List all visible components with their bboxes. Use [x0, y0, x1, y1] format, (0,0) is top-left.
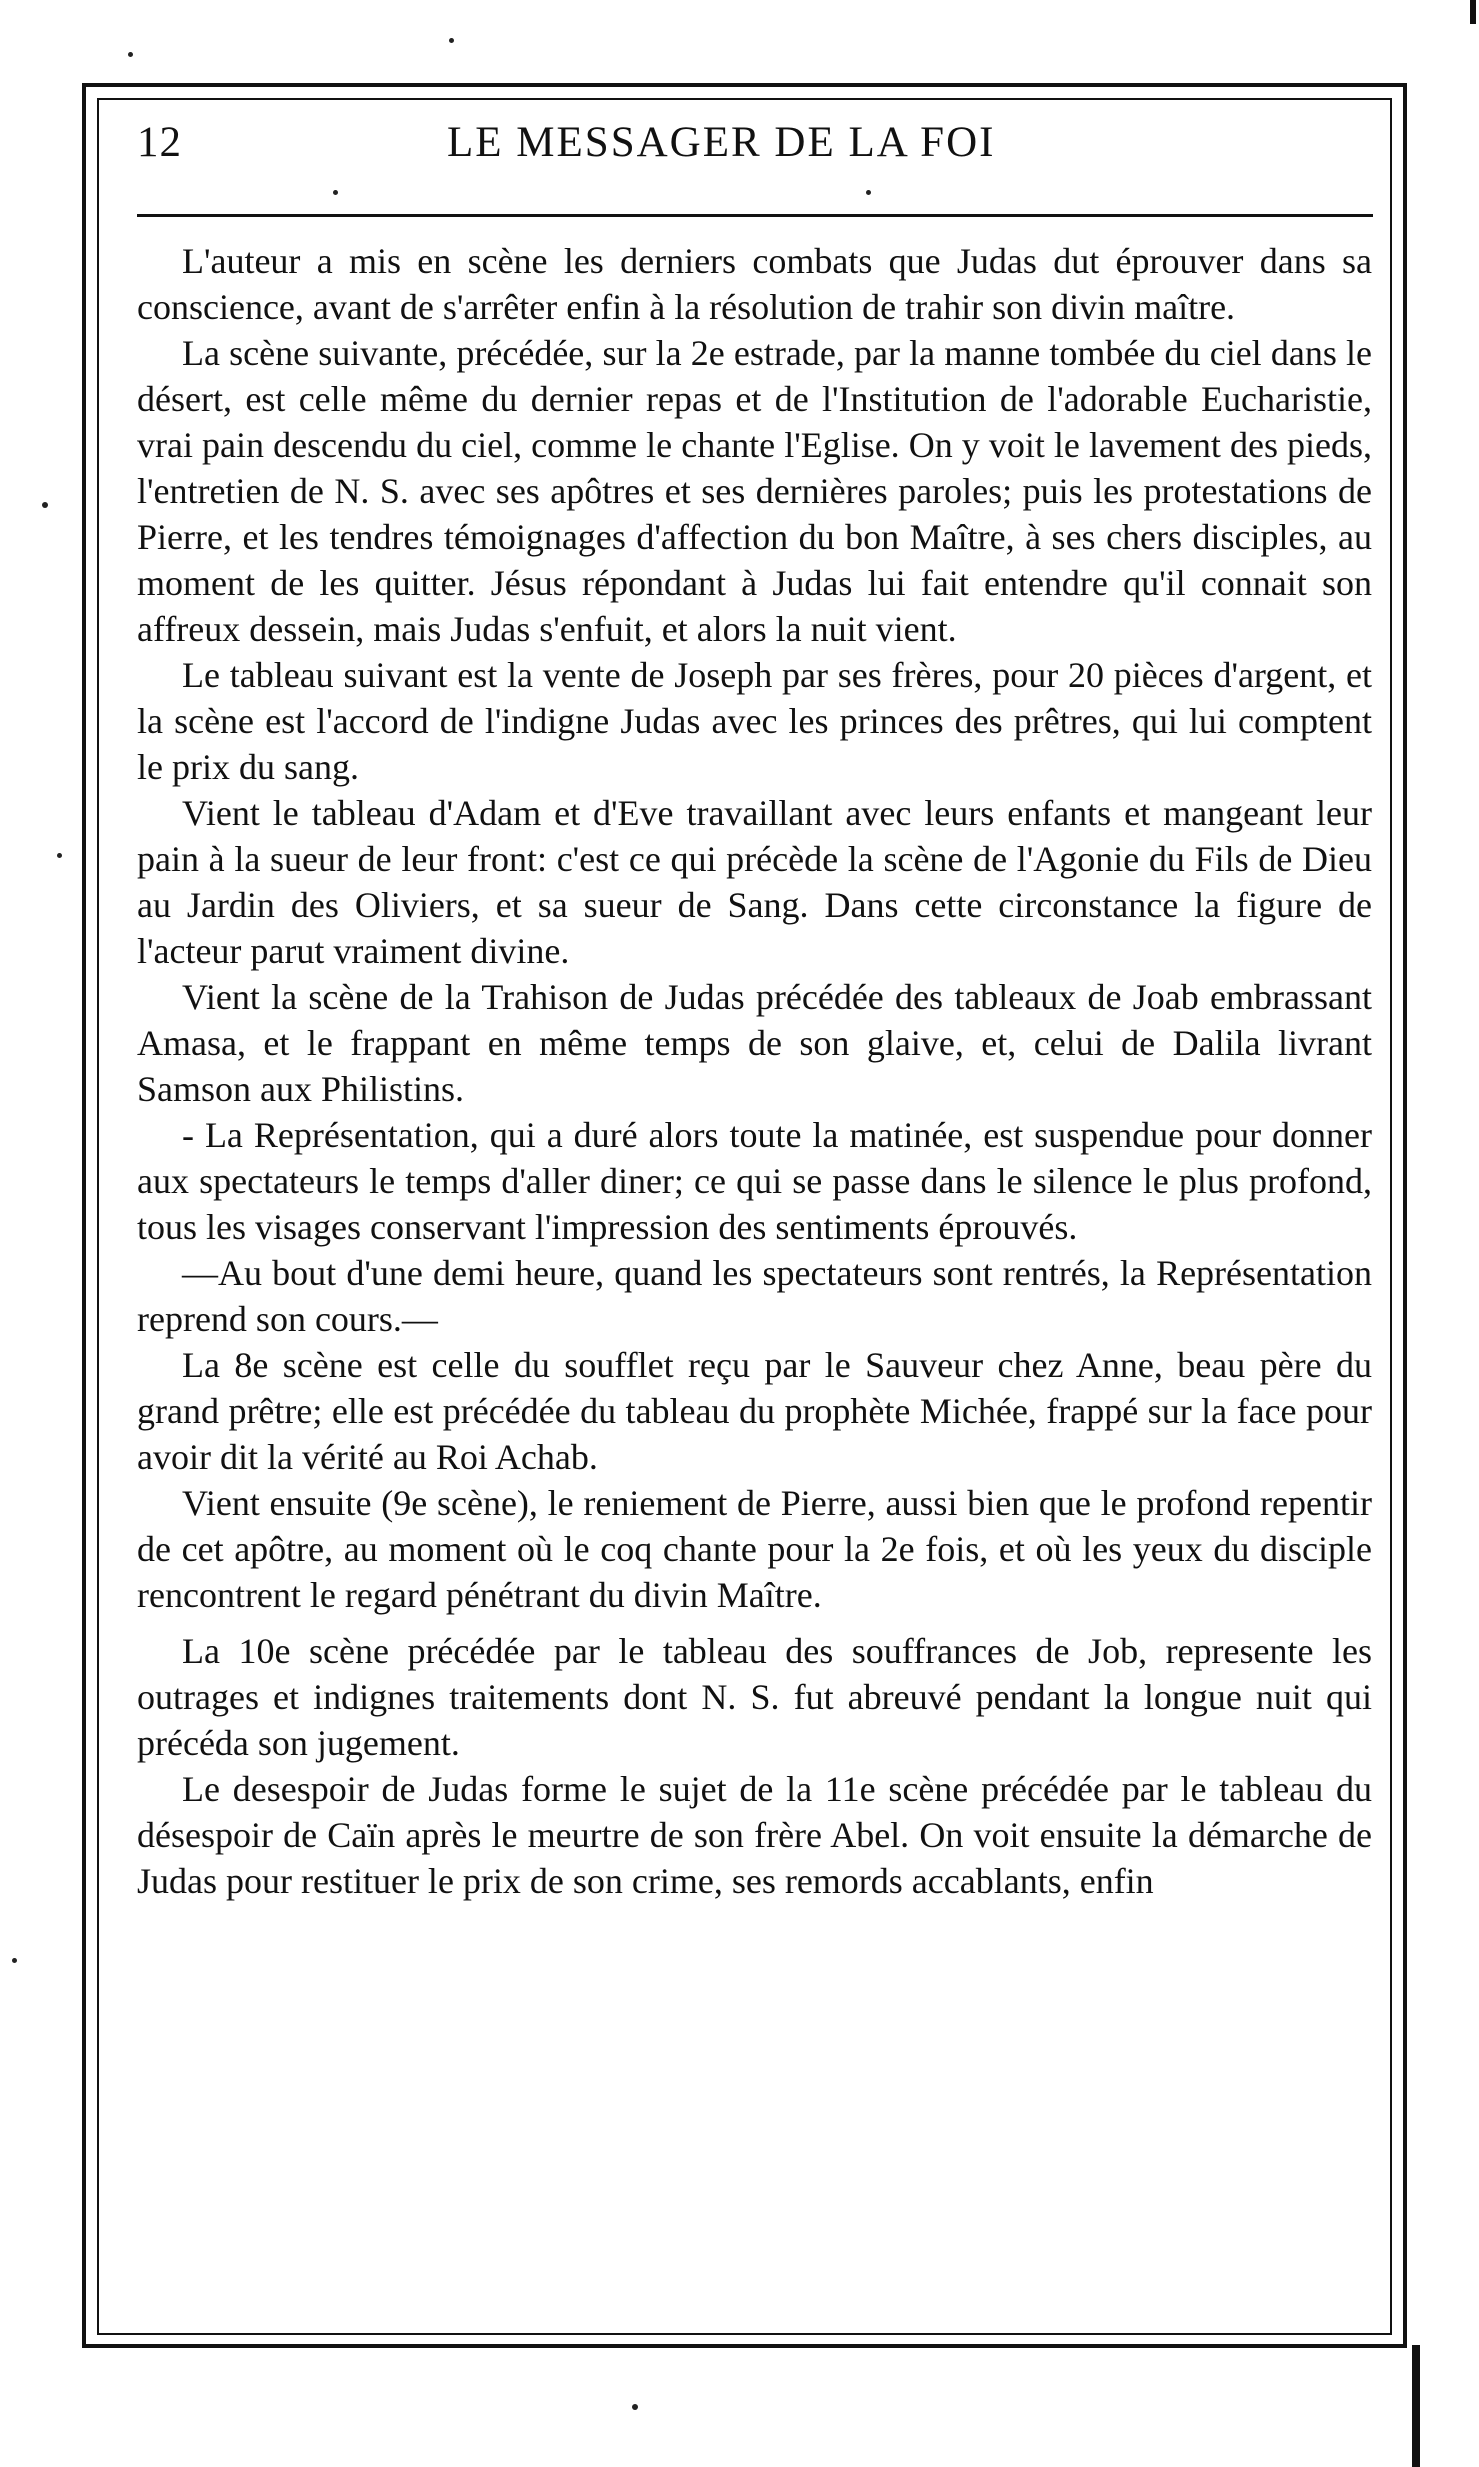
- page-number: 12: [137, 119, 182, 166]
- print-speck: [12, 1958, 17, 1963]
- body-text: [137, 238, 1372, 1904]
- paragraph: Vient la scène de la Trahison de Judas précédée des tableaux de Joab embrassant Amasa, et le frappant en même temps de son glaive, et, celui de Dalila livrant Samson aux Philistins.: [137, 977, 1372, 1109]
- paragraph: Vient le tableau d'Adam et d'Eve travaillant avec leurs enfants et mangeant leur pain à la sueur de leur front: c'est ce qui précède la scène de l'Agonie du Fils de Dieu au Jardin des Oliviers, et sa sueur de Sang. Dans cette circonstance la figure de l'acteur parut vraiment divine.: [137, 793, 1372, 971]
- paragraph: La 10e scène précédée par le tableau des souffrances de Job, represente les outrages et indignes traitements dont N. S. fut abreuvé pendant la longue nuit qui précéda son jugement.: [137, 1631, 1372, 1763]
- print-speck: [632, 2404, 638, 2410]
- paragraph: - La Représentation, qui a duré alors toute la matinée, est suspendue pour donner aux spectateurs le temps d'aller diner; ce qui se passe dans le silence le plus profond, tous les visages conservant l'impression des sentiments éprouvés.: [137, 1115, 1372, 1247]
- print-speck: [57, 853, 62, 858]
- paragraph: Le tableau suivant est la vente de Joseph par ses frères, pour 20 pièces d'argent, et la scène est l'accord de l'indigne Judas avec les princes des prêtres, qui lui comptent le prix du sang.: [137, 655, 1372, 787]
- paragraph: —Au bout d'une demi heure, quand les spectateurs sont rentrés, la Représentation reprend son cours.—: [137, 1253, 1372, 1339]
- print-speck: [42, 502, 48, 508]
- running-title: LE MESSAGER DE LA FOI: [447, 119, 996, 166]
- print-speck: [333, 190, 338, 195]
- paragraph: La scène suivante, précédée, sur la 2e estrade, par la manne tombée du ciel dans le désert, est celle même du dernier repas et de l'Institution de l'adorable Eucharistie, vrai pain descendu du ciel, comme le chante l'Eglise. On y voit le lavement des pieds, l'entretien de N. S. avec ses apôtres et ses dernières paroles; puis les protestations de Pierre, et les tendres témoignages d'affection du bon Maître, à ses chers disciples, au moment de les quitter. Jésus répondant à Judas lui fait entendre qu'il connait son affreux dessein, mais Judas s'enfuit, et alors la nuit vient.: [137, 333, 1372, 649]
- paragraph: L'auteur a mis en scène les derniers combats que Judas dut éprouver dans sa conscience, avant de s'arrêter enfin à la résolution de trahir son divin maître.: [137, 241, 1372, 327]
- print-speck: [866, 190, 871, 195]
- paragraph: Vient ensuite (9e scène), le reniement de Pierre, aussi bien que le profond repentir de cet apôtre, au moment où le coq chante pour la 2e fois, et où les yeux du disciple rencontrent le regard pénétrant du divin Maître.: [137, 1483, 1372, 1615]
- print-speck: [449, 38, 454, 43]
- print-speck: [128, 52, 133, 57]
- paragraph: La 8e scène est celle du soufflet reçu par le Sauveur chez Anne, beau père du grand prêtre; elle est précédée du tableau du prophète Michée, frappé sur la face pour avoir dit la vérité au Roi Achab.: [137, 1345, 1372, 1477]
- header-rule: [137, 214, 1373, 217]
- scan-edge-mark: [1412, 2345, 1420, 2467]
- scan-edge-mark: [1470, 0, 1476, 24]
- page-header: [137, 118, 1377, 178]
- paragraph: Le desespoir de Judas forme le sujet de la 11e scène précédée par le tableau du désespoir de Caïn après le meurtre de son frère Abel. On voit ensuite la démarche de Judas pour restituer le prix de son crime, ses remords accablants, enfin: [137, 1769, 1372, 1901]
